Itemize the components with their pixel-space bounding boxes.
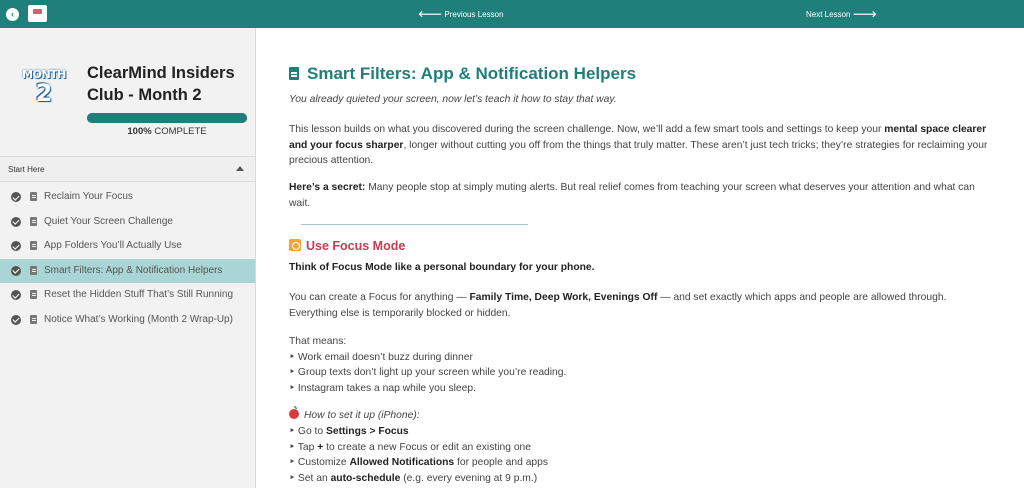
section-header-start-here[interactable] — [0, 156, 255, 182]
check-circle-icon — [11, 241, 21, 251]
document-icon — [30, 315, 37, 324]
howto-heading — [289, 409, 420, 421]
lesson-item-app-folders[interactable] — [0, 234, 255, 259]
document-icon — [30, 266, 37, 275]
focus-mode-icon — [289, 239, 301, 251]
progress-percent: 100% — [127, 126, 152, 137]
caret-up-icon — [236, 166, 244, 171]
divider — [301, 224, 528, 225]
badge-month-text: MONTH — [22, 68, 66, 81]
arrow-right-icon: 🡒 — [852, 9, 877, 19]
section-header-label: Start Here — [8, 165, 45, 174]
document-icon — [30, 217, 37, 226]
focus-text-1: You can create a Focus for anything — — [289, 292, 470, 303]
step-item — [289, 472, 537, 484]
document-icon — [30, 192, 37, 201]
lesson-item-notice-whats-working[interactable] — [0, 308, 255, 333]
secret-paragraph — [289, 180, 997, 211]
lesson-item-smart-filters[interactable] — [0, 259, 255, 284]
step-text: (e.g. every evening at 9 p.m.) — [400, 473, 538, 484]
lesson-item-quiet-your-screen[interactable] — [0, 210, 255, 235]
badge-month-number: 2 — [35, 79, 53, 107]
step-item — [289, 441, 531, 453]
progress-label: COMPLETE — [154, 126, 207, 137]
lesson-item-reset-hidden-stuff[interactable] — [0, 283, 255, 308]
back-icon[interactable]: ‹ — [6, 8, 19, 21]
top-nav-bar — [0, 0, 1024, 28]
course-title: ClearMind Insiders Club - Month 2 — [87, 64, 235, 104]
document-icon — [30, 241, 37, 250]
document-icon — [30, 290, 37, 299]
step-text: to create a new Focus or edit an existing one — [323, 442, 532, 453]
lesson-list — [0, 185, 255, 332]
lesson-lead: You already quieted your screen, now let’s teach it how to stay that way. — [289, 94, 617, 105]
step-item — [289, 456, 548, 468]
intro-text-1: This lesson builds on what you discovered during the screen challenge. Now, we’ll add a few smart tools and settings to keep your — [289, 124, 885, 135]
document-icon — [289, 67, 299, 80]
arrow-left-icon: 🡐 — [418, 9, 443, 19]
list-item: ‣ Instagram takes a nap while you sleep. — [289, 383, 476, 394]
secret-text: Many people stop at simply muting alerts. But real relief comes from teaching your screen what deserves your attention and what can wait. — [289, 182, 975, 209]
progress-status — [87, 126, 247, 137]
lesson-item-reclaim-your-focus[interactable] — [0, 185, 255, 210]
lesson-label: App Folders You’ll Actually Use — [44, 240, 182, 251]
step-text: ‣ Set an — [289, 473, 331, 484]
progress-bar-fill — [87, 113, 247, 123]
lesson-content — [257, 28, 1024, 488]
focus-mode-paragraph — [289, 290, 997, 321]
month-badge — [22, 68, 66, 110]
step-bold: Settings > Focus — [325, 426, 409, 437]
lesson-label: Reclaim Your Focus — [44, 191, 133, 202]
step-bold: + — [317, 442, 324, 453]
section-heading-focus-mode — [289, 239, 405, 253]
step-text: ‣ Go to — [289, 426, 326, 437]
lesson-title — [289, 64, 636, 84]
progress-bar — [87, 113, 247, 123]
step-item — [289, 425, 409, 437]
step-text: ‣ Tap — [289, 442, 318, 453]
check-circle-icon — [11, 290, 21, 300]
course-sidebar — [0, 28, 256, 488]
lesson-label: Smart Filters: App & Notification Helpers — [44, 264, 223, 276]
check-circle-icon — [11, 315, 21, 325]
step-text: ‣ Customize — [289, 457, 350, 468]
step-bold: auto-schedule — [330, 473, 401, 484]
apple-icon — [289, 409, 299, 419]
lesson-label: Reset the Hidden Stuff That’s Still Running — [44, 289, 234, 300]
section-heading-text: Use Focus Mode — [306, 239, 406, 253]
check-circle-icon — [11, 266, 21, 276]
previous-lesson-link[interactable] — [418, 9, 504, 20]
next-lesson-link[interactable] — [806, 9, 877, 20]
intro-text-bold: mental space clearer and your focus sharper — [289, 124, 987, 151]
lesson-label: Quiet Your Screen Challenge — [44, 215, 173, 227]
secret-label: Here’s a secret: — [289, 182, 366, 193]
previous-lesson-label: Previous Lesson — [444, 10, 504, 19]
lesson-title-text: Smart Filters: App & Notification Helpers — [307, 64, 637, 83]
next-lesson-label: Next Lesson — [806, 10, 851, 19]
list-item: ‣ Group texts don’t light up your screen while you’re reading. — [289, 367, 567, 378]
lesson-label: Notice What’s Working (Month 2 Wrap-Up) — [44, 313, 233, 325]
list-item: ‣ Work email doesn’t buzz during dinner — [289, 352, 473, 363]
that-means-label: That means: — [289, 336, 347, 347]
intro-text-2: , longer without cutting you off from the things that truly matter. These aren’t just tech tricks; they’re strategies for reclaiming your precious attention. — [289, 139, 988, 166]
focus-text-2: — and set exactly which apps and people are allowed through. Everything else is temporarily blocked or hidden. — [289, 292, 947, 319]
focus-text-bold: Family Time, Deep Work, Evenings Off — [469, 292, 658, 303]
site-logo[interactable] — [28, 5, 47, 22]
check-circle-icon — [11, 217, 21, 227]
intro-paragraph — [289, 122, 997, 169]
howto-text: How to set it up (iPhone): — [304, 410, 420, 421]
step-text: for people and apps — [454, 457, 549, 468]
step-bold: Allowed Notifications — [349, 457, 455, 468]
focus-mode-intro: Think of Focus Mode like a personal boundary for your phone. — [289, 262, 595, 273]
check-circle-icon — [11, 192, 21, 202]
